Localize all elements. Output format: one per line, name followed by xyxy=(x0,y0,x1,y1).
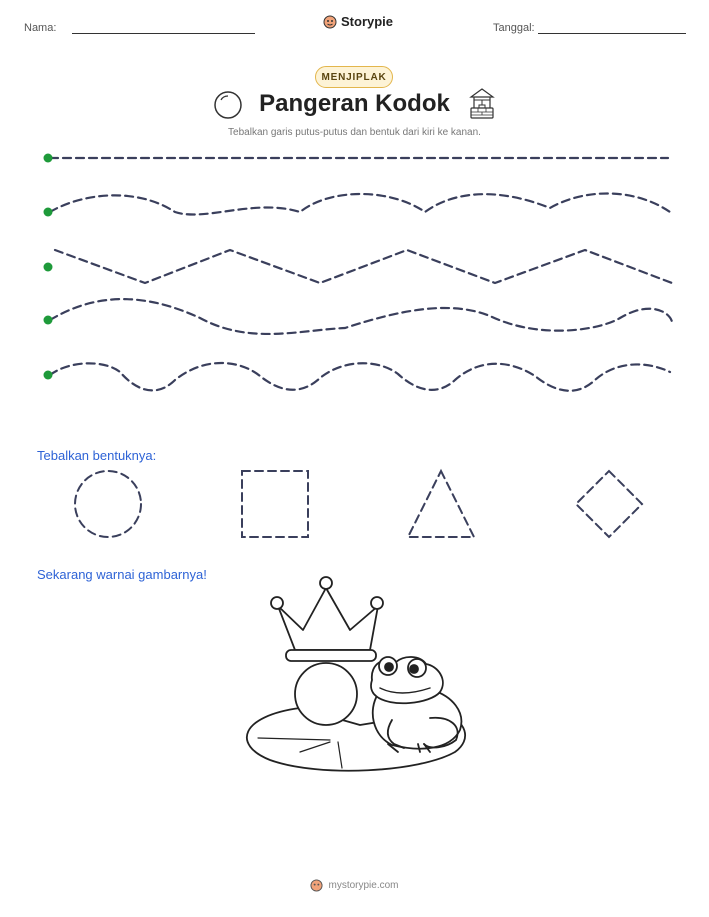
start-dot-2 xyxy=(44,208,53,217)
name-label: Nama: xyxy=(24,22,57,34)
date-field[interactable] xyxy=(538,33,686,34)
trace-line-wave-2 xyxy=(50,299,672,334)
trace-line-wave-3 xyxy=(50,363,670,391)
brand-name: Storypie xyxy=(341,14,394,29)
crown xyxy=(278,588,378,650)
start-dot-3 xyxy=(44,263,53,272)
start-dot-1 xyxy=(44,154,53,163)
trace-line-zigzag xyxy=(55,250,672,283)
ball xyxy=(295,663,357,725)
date-label: Tanggal: xyxy=(493,22,535,34)
brand-logo xyxy=(323,14,393,29)
shape-triangle xyxy=(408,471,474,537)
shape-square xyxy=(242,471,308,537)
instructions: Tebalkan garis putus-putus dan bentuk dari kiri ke kanan. xyxy=(228,127,481,138)
activity-badge: MENJIPLAK xyxy=(315,66,393,88)
start-dot-4 xyxy=(44,316,53,325)
pie-logo-icon xyxy=(310,879,323,892)
page-title: Pangeran Kodok xyxy=(259,90,450,117)
footer-site[interactable]: mystorypie.com xyxy=(328,880,399,891)
color-label: Sekarang warnai gambarnya! xyxy=(37,567,207,582)
shape-diamond xyxy=(576,471,642,537)
frog-prince-illustration xyxy=(236,572,472,772)
start-dot-5 xyxy=(44,371,53,380)
shapes-label: Tebalkan bentuknya: xyxy=(37,448,157,463)
tracing-lines xyxy=(0,140,709,400)
footer xyxy=(0,879,709,892)
wishing-well-icon xyxy=(467,86,497,120)
pie-logo-icon xyxy=(323,15,337,29)
tracing-shapes xyxy=(0,460,709,550)
trace-line-wave-1 xyxy=(50,193,670,214)
shape-circle xyxy=(75,471,141,537)
name-field[interactable] xyxy=(72,33,255,34)
